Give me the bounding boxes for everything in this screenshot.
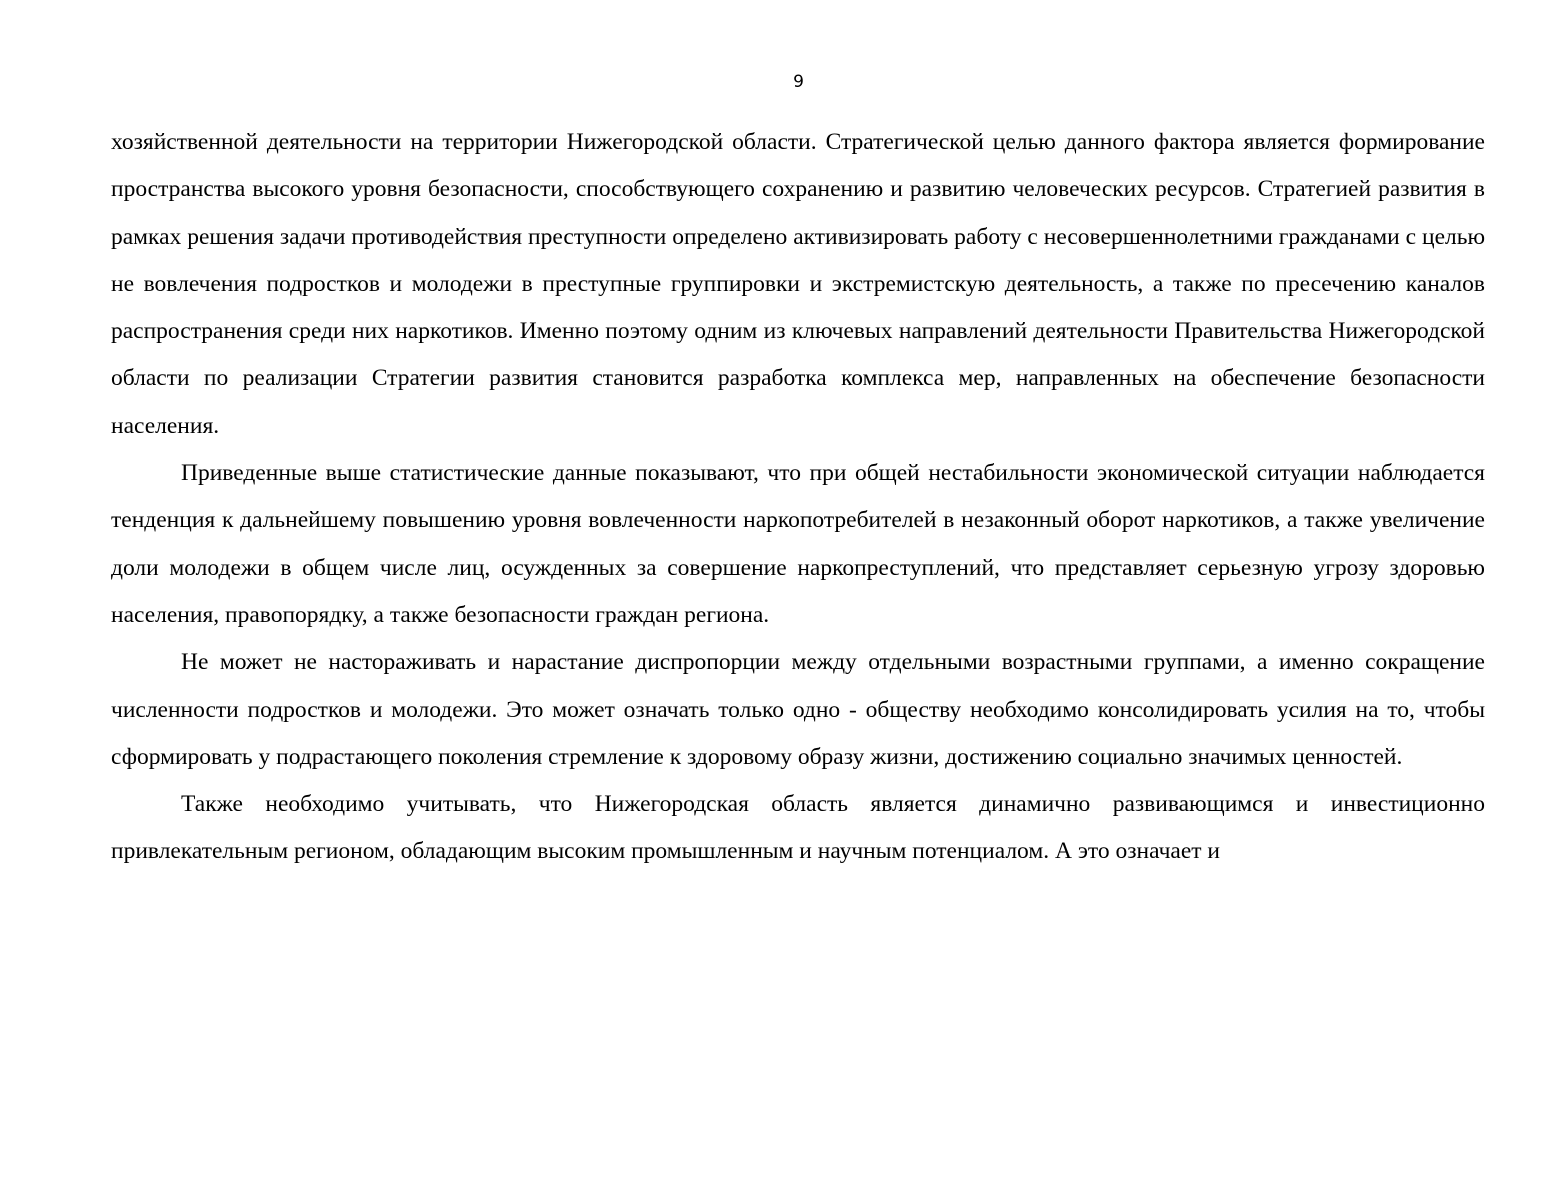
paragraph: Не может не настораживать и нарастание диспропорции между отдельными возрастными группами, а именно сокращение численности подростков и молодежи. Это может означать только одно - обществу необходимо консолидировать усилия на то, чтобы сформировать у подрастающего поколения стремление к здоровому образу жизни, достижению социально значимых ценностей. (111, 649, 1485, 770)
document-body (111, 119, 1485, 876)
paragraph: Приведенные выше статистические данные показывают, что при общей нестабильности экономической ситуации наблюдается тенденция к дальнейшему повышению уровня вовлеченности наркопотребителей в незаконный оборот наркотиков, а также увеличение доли молодежи в общем числе лиц, осужденных за совершение наркопреступлений, что представляет серьезную угрозу здоровью населения, правопорядку, а также безопасности граждан региона. (111, 460, 1485, 628)
paragraph: Также необходимо учитывать, что Нижегородская область является динамично развивающимся и инвестиционно привлекательным регионом, обладающим высоким промышленным и научным потенциалом. А это означает и (111, 791, 1485, 865)
paragraph: хозяйственной деятельности на территории Нижегородской области. Стратегической целью данного фактора является формирование пространства высокого уровня безопасности, способствующего сохранению и развитию человеческих ресурсов. Стратегией развития в рамках решения задачи противодействия преступности определено активизировать работу с несовершеннолетними гражданами с целью не вовлечения подростков и молодежи в преступные группировки и экстремистскую деятельность, а также по пресечению каналов распространения среди них наркотиков. Именно поэтому одним из ключевых направлений деятельности Правительства Нижегородской области по реализации Стратегии развития становится разработка комплекса мер, направленных на обеспечение безопасности населения. (111, 129, 1485, 439)
page-number: 9 (793, 72, 804, 92)
